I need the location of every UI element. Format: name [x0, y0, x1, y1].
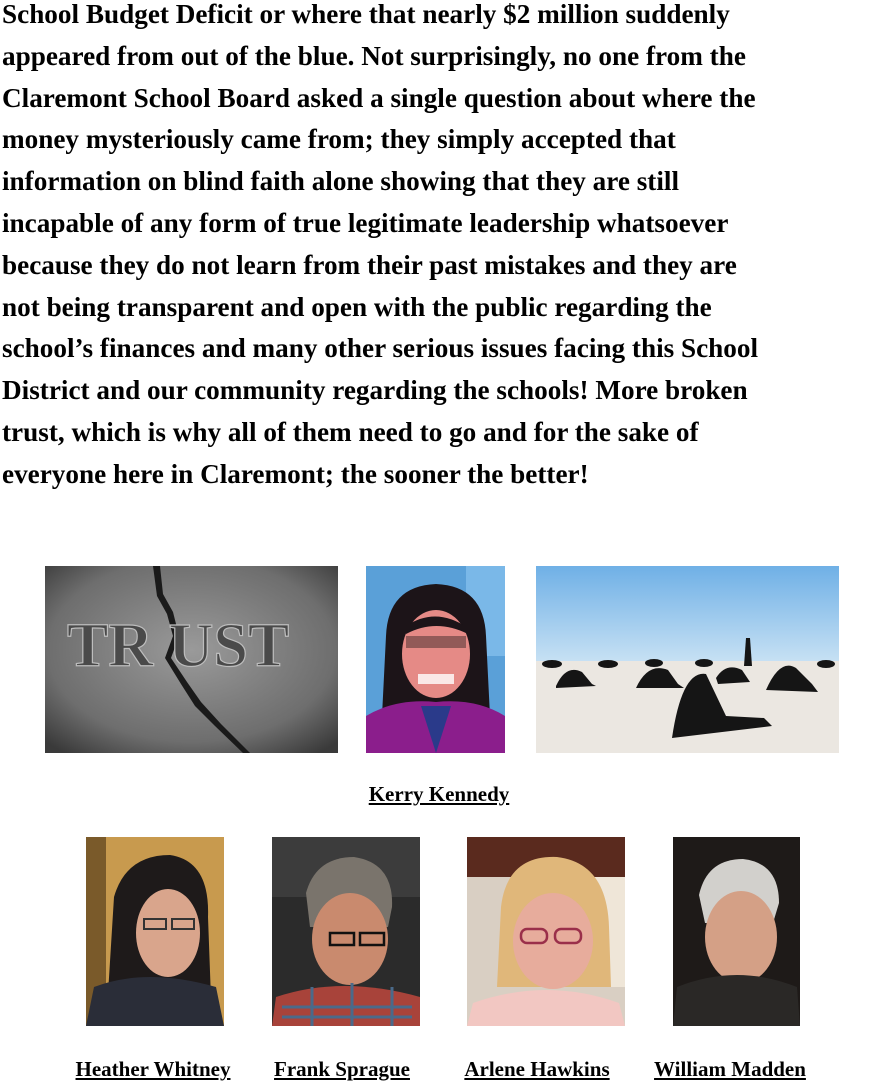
article-line: information on blind faith alone showing that they are still — [2, 166, 679, 197]
caption-kerry-kennedy: Kerry Kennedy — [368, 782, 510, 806]
caption-heather-whitney: Heather Whitney — [75, 1057, 231, 1081]
article-line: trust, which is why all of them need to go and for the sake of — [2, 416, 699, 447]
article-line: incapable of any form of true legitimate leadership whatsoever — [2, 207, 729, 238]
article-text — [2, 0, 880, 496]
heather-whitney-photo — [86, 837, 224, 1026]
article-line: school’s finances and many other serious issues facing this School — [2, 333, 759, 364]
article-line: School Budget Deficit or where that nearly $2 million suddenly — [2, 0, 730, 29]
article-line: not being transparent and open with the public regarding the — [2, 291, 712, 322]
article-line: money mysteriously came from; they simply accepted that — [2, 124, 676, 155]
william-madden-photo — [673, 837, 800, 1026]
article-line: everyone here in Claremont; the sooner the better! — [2, 458, 589, 489]
article-line: Claremont School Board asked a single question about where the — [2, 82, 756, 113]
article-line: District and our community regarding the schools! More broken — [2, 375, 748, 406]
caption-frank-sprague: Frank Sprague — [274, 1057, 410, 1081]
arlene-hawkins-photo — [467, 837, 625, 1026]
kerry-kennedy-photo — [366, 566, 505, 753]
trust-word: TR UST — [67, 612, 290, 680]
frank-sprague-photo — [272, 837, 420, 1026]
heads-in-sand-image — [536, 566, 839, 753]
caption-arlene-hawkins: Arlene Hawkins — [464, 1057, 610, 1081]
article-line: because they do not learn from their past mistakes and they are — [2, 249, 737, 280]
broken-trust-image — [45, 566, 338, 753]
article-line: appeared from out of the blue. Not surprisingly, no one from the — [2, 40, 746, 71]
caption-william-madden: William Madden — [654, 1057, 806, 1081]
